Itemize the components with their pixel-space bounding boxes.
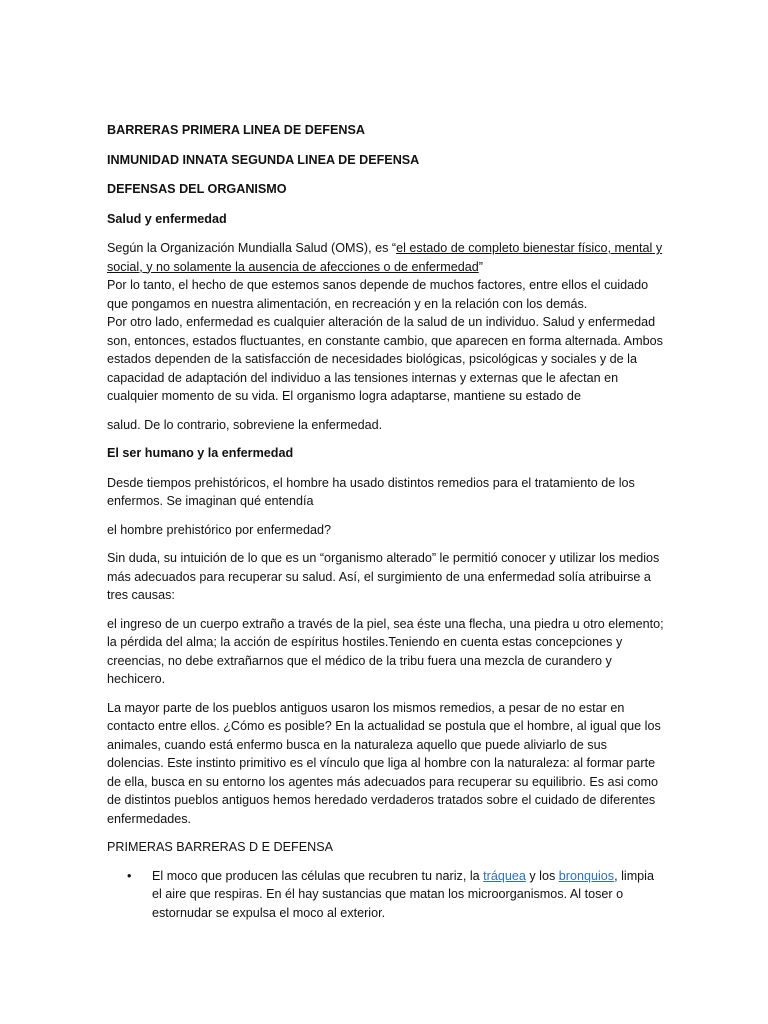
heading-salud-enfermedad: Salud y enfermedad: [107, 211, 227, 226]
heading-ser-humano: El ser humano y la enfermedad: [107, 446, 294, 460]
link-bronquios[interactable]: bronquios: [558, 868, 615, 883]
bullet-text-part1: El moco que producen las células que recubren tu nariz, la: [152, 868, 484, 883]
paragraph-desde-tiempos: Desde tiempos prehistóricos, el hombre ha usado distintos remedios para el tratamiento de los enfermos. Se imaginan qué entendía: [107, 475, 635, 508]
heading-inmunidad: INMUNIDAD INNATA SEGUNDA LINEA DE DEFENSA: [107, 152, 420, 167]
oms-quote: el estado de completo bienestar físico, mental y social, y no solamente la ausencia de afecciones o de enfermedad: [107, 241, 663, 274]
paragraph-salud: salud. De lo contrario, sobreviene la enfermedad.: [107, 417, 383, 432]
paragraph-sin-duda: Sin duda, su intuición de lo que es un “organismo alterado” le permitió conocer y utilizar los medios más adecuados para recuperar su salud. Así, el surgimiento de una enfermedad solía atribuirse a tres causas:: [107, 551, 660, 602]
paragraph-mayor-parte: La mayor parte de los pueblos antiguos usaron los mismos remedios, a pesar de no estar en contacto entre ellos. ¿Cómo es posible? En la actualidad se postula que el hombre, al igual que los animales, cuando está enfermo busca en la naturaleza aquello que puede aliviarlo de sus dolencias. Este instinto primitivo es el vínculo que liga al hombre con la naturaleza: al formar parte de ella, busca en su entorno los agentes más adecuados para recuperar su equilibrio. Es asi como de distintos pueblos antiguos hemos heredado verdaderos tratados sobre el cuidado de diferentes enfermedades.: [107, 700, 661, 826]
oms-definition: [107, 239, 667, 276]
link-traquea[interactable]: tráquea: [483, 868, 526, 883]
paragraph-ingreso: el ingreso de un cuerpo extraño a través de la piel, sea éste una flecha, una piedra u otro elemento; la pérdida del alma; la acción de espíritus hostiles.Teniendo en cuenta estas concepciones y creencias, no debe extrañarnos que el médico de la tribu fuera una mezcla de curandero y hechicero.: [107, 616, 664, 686]
bullet-text-part3: , limpia el aire que respiras. En él hay sustancias que matan los microorganismos. Al toser o estornudar se expulsa el moco al exterior.: [152, 868, 654, 920]
bullet-text-part2: y los: [525, 868, 559, 883]
list-item: [107, 867, 667, 923]
oms-suffix: ”: [478, 259, 483, 274]
document-body: [107, 121, 667, 922]
paragraph-hombre-prehistorico: el hombre prehistórico por enfermedad?: [107, 522, 332, 537]
paragraph-por-otro-lado: Por otro lado, enfermedad es cualquier alteración de la salud de un individuo. Salud y enfermedad son, entonces, estados fluctuantes, en constante cambio, que aparecen en forma alternada. Ambos estados dependen de la satisfacción de necesidades biológicas, psicológicas y sociales y de la capacidad de adaptación del individuo a las tensiones internas y externas que le afectan en cualquier momento de su vida. El organismo logra adaptarse, mantiene su estado de: [107, 315, 663, 403]
bullet-icon: •: [127, 868, 132, 883]
heading-defensas: DEFENSAS DEL ORGANISMO: [107, 182, 287, 196]
bullet-list: [107, 867, 667, 923]
oms-prefix: Según la Organización Mundialla Salud (OMS), es “: [107, 241, 397, 255]
paragraph-por-lo-tanto: Por lo tanto, el hecho de que estemos sanos depende de muchos factores, entre ellos el cuidado que pongamos en nuestra alimentación, en recreación y en la relación con los demás.: [107, 278, 649, 311]
heading-primeras-barreras: PRIMERAS BARRERAS D E DEFENSA: [107, 840, 334, 854]
heading-barreras: BARRERAS PRIMERA LINEA DE DEFENSA: [107, 123, 365, 137]
